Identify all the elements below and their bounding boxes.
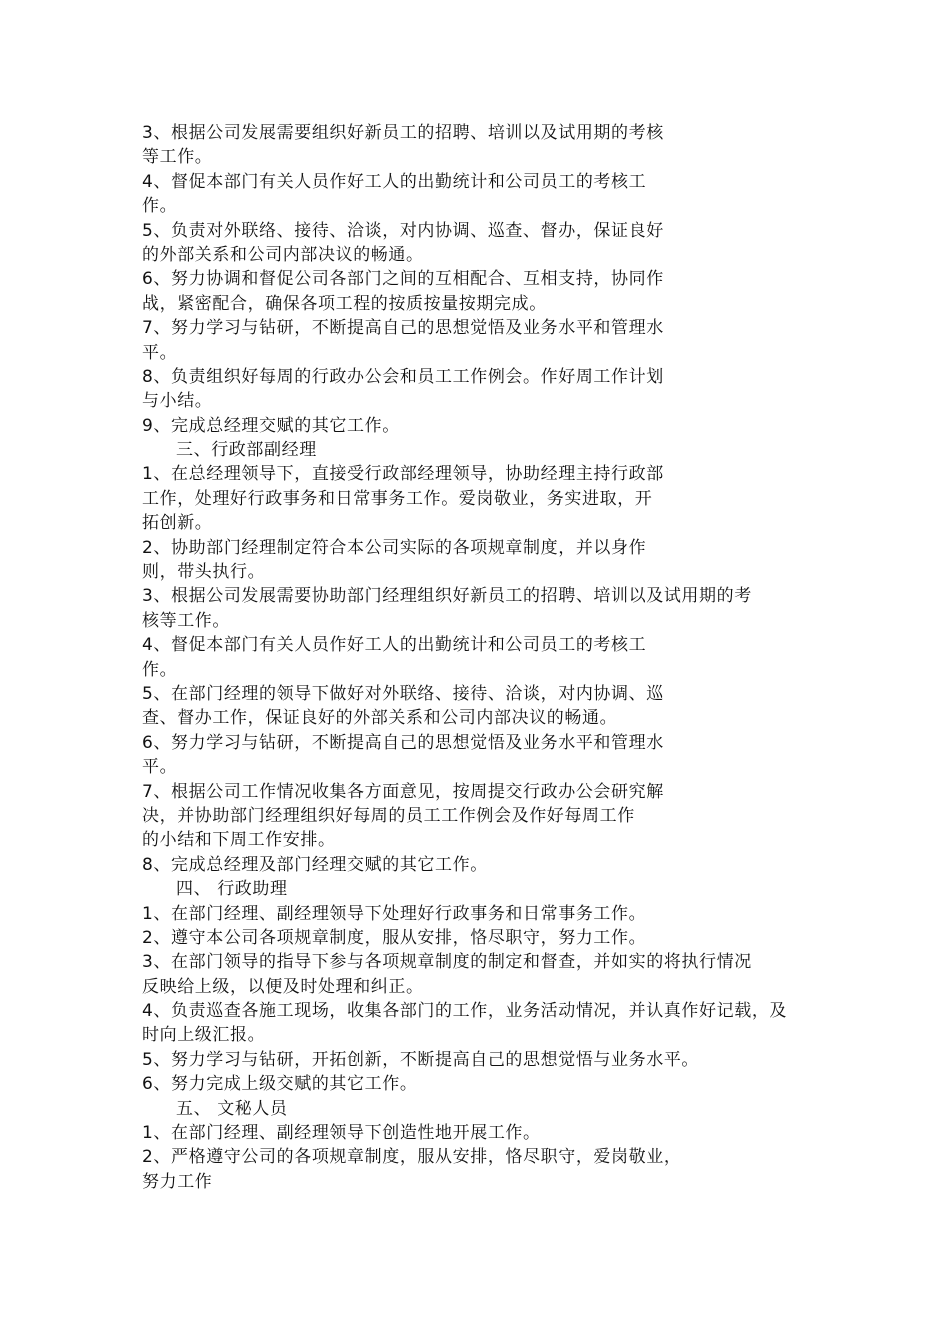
- text-line: 平。: [142, 757, 178, 778]
- text-line: 作。: [142, 659, 178, 680]
- text-line: 则，带头执行。: [142, 562, 266, 583]
- text-line: 核等工作。: [142, 610, 230, 631]
- text-line: 4、督促本部门有关人员作好工人的出勤统计和公司员工的考核工: [142, 171, 647, 192]
- text-line: 7、根据公司工作情况收集各方面意见，按周提交行政办公会研究解: [142, 781, 664, 802]
- text-line: 3、根据公司发展需要组织好新员工的招聘、培训以及试用期的考核: [142, 123, 664, 143]
- text-line: 4、督促本部门有关人员作好工人的出勤统计和公司员工的考核工: [142, 635, 647, 656]
- text-line: 时向上级汇报。: [142, 1025, 266, 1046]
- text-line: 等工作。: [142, 147, 213, 168]
- document-page: [142, 121, 822, 1194]
- text-line: 7、努力学习与钻研，不断提高自己的思想觉悟及业务水平和管理水: [142, 318, 664, 339]
- text-line: 8、负责组织好每周的行政办公会和员工工作例会。作好周工作计划: [142, 366, 664, 387]
- text-line: 战，紧密配合，确保各项工程的按质按量按期完成。: [142, 293, 547, 314]
- text-line: 的小结和下周工作安排。: [142, 830, 336, 851]
- text-line: 的外部关系和公司内部决议的畅通。: [142, 244, 424, 265]
- text-line: 9、完成总经理交赋的其它工作。: [142, 415, 400, 436]
- text-line: 平。: [142, 342, 178, 363]
- text-line: 1、在部门经理、副经理领导下创造性地开展工作。: [142, 1123, 541, 1144]
- text-line: 4、负责巡查各施工现场，收集各部门的工作，业务活动情况，并认真作好记载，及: [142, 1001, 788, 1022]
- text-line: 拓创新。: [142, 513, 213, 534]
- text-line: 与小结。: [142, 391, 213, 412]
- text-line: 6、努力学习与钻研，不断提高自己的思想觉悟及业务水平和管理水: [142, 732, 664, 753]
- text-line: 3、在部门领导的指导下参与各项规章制度的制定和督查，并如实的将执行情况: [142, 952, 752, 973]
- text-line: 反映给上级，以便及时处理和纠正。: [142, 976, 424, 997]
- text-line: 查、督办工作，保证良好的外部关系和公司内部决议的畅通。: [142, 708, 618, 729]
- text-line: 1、在部门经理、副经理领导下处理好行政事务和日常事务工作。: [142, 903, 647, 924]
- text-line: 8、完成总经理及部门经理交赋的其它工作。: [142, 854, 488, 875]
- text-line: 努力工作: [142, 1171, 213, 1192]
- section-heading: 五、 文秘人员: [176, 1098, 288, 1119]
- text-line: 5、努力学习与钻研，开拓创新，不断提高自己的思想觉悟与业务水平。: [142, 1049, 700, 1070]
- text-line: 2、严格遵守公司的各项规章制度，服从安排，恪尽职守，爱岗敬业，: [142, 1147, 682, 1168]
- section-heading: 四、 行政助理: [176, 879, 288, 900]
- text-line: 3、根据公司发展需要协助部门经理组织好新员工的招聘、培训以及试用期的考: [142, 586, 752, 607]
- text-line: 6、努力完成上级交赋的其它工作。: [142, 1074, 418, 1095]
- text-line: 2、协助部门经理制定符合本公司实际的各项规章制度，并以身作: [142, 537, 647, 558]
- text-line: 决，并协助部门经理组织好每周的员工工作例会及作好每周工作: [142, 805, 635, 826]
- text-line: 工作，处理好行政事务和日常事务工作。爱岗敬业，务实进取，开: [142, 488, 653, 509]
- text-line: 5、负责对外联络、接待、洽谈，对内协调、巡查、督办，保证良好: [142, 220, 664, 241]
- section-heading: 三、行政部副经理: [176, 440, 317, 461]
- text-line: 6、努力协调和督促公司各部门之间的互相配合、互相支持，协同作: [142, 269, 664, 290]
- text-line: 2、遵守本公司各项规章制度，服从安排，恪尽职守，努力工作。: [142, 927, 647, 948]
- text-line: 作。: [142, 196, 178, 217]
- text-line: 1、在总经理领导下，直接受行政部经理领导，协助经理主持行政部: [142, 464, 664, 485]
- text-line: 5、在部门经理的领导下做好对外联络、接待、洽谈，对内协调、巡: [142, 683, 664, 704]
